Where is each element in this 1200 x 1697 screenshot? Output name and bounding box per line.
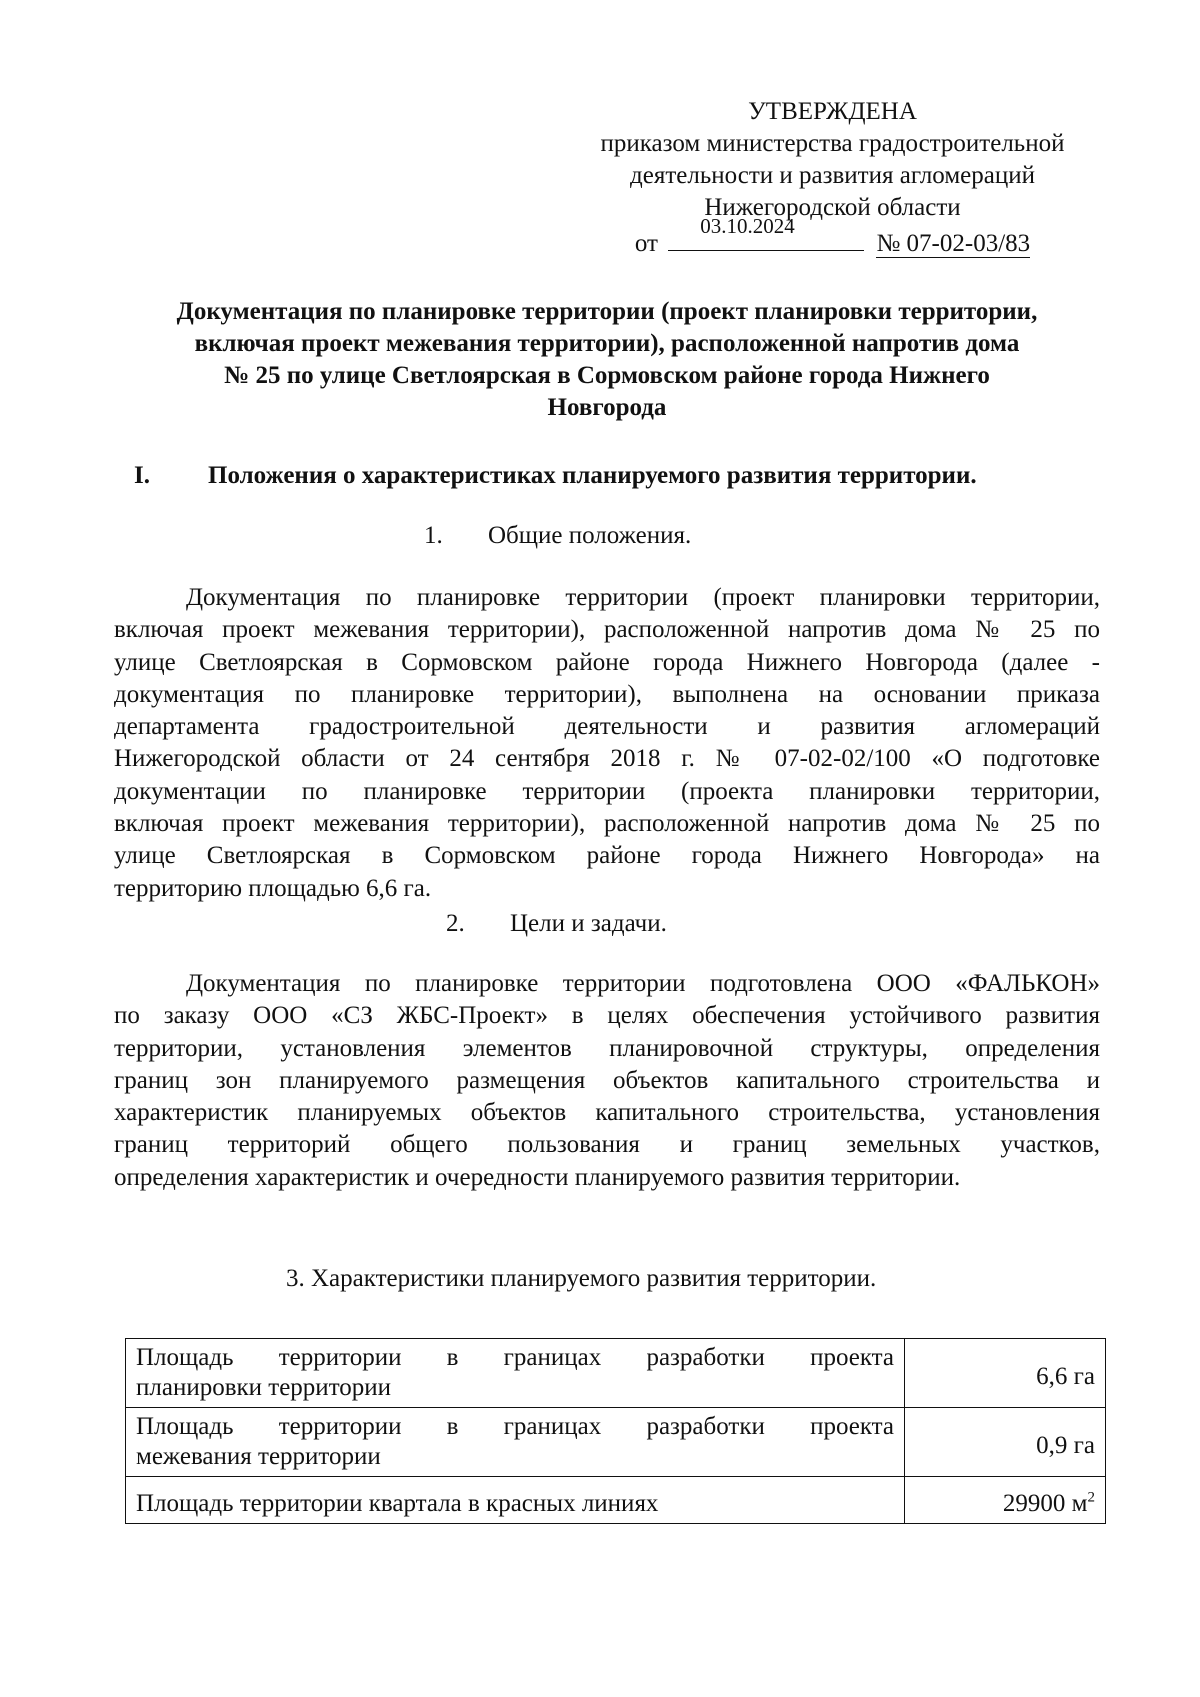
label-line: Площадь территории в границах разработки проекта [136, 1344, 894, 1371]
title-line-4: Новгорода [547, 394, 667, 421]
paragraph-line: улице Светлоярская в Сормовском районе города Нижнего Новгорода (далее - [114, 648, 1100, 676]
value-superscript: 2 [1087, 1489, 1095, 1506]
paragraph-line: департамента градостроительной деятельности и развития агломераций [114, 713, 1100, 741]
paragraph-line: границ территорий общего пользования и границ земельных участков, [114, 1131, 1100, 1159]
label-line: планировки территории [136, 1374, 392, 1401]
subsection-title: Общие положения. [488, 522, 692, 549]
paragraph-line: территории, установления элементов планировочной структуры, определения [114, 1034, 1100, 1062]
approval-title: УТВЕРЖДЕНА [748, 98, 917, 125]
approval-block [555, 96, 1110, 260]
table-row [126, 1339, 1106, 1408]
characteristics-table [125, 1338, 1106, 1524]
table-row [126, 1477, 1106, 1524]
approval-line-2: деятельности и развития агломераций [630, 162, 1035, 189]
paragraph-goals [114, 968, 1100, 1194]
order-date: 03.10.2024 [700, 214, 795, 238]
subsection-number: 2. [446, 910, 465, 937]
paragraph-line: характеристик планируемых объектов капитального строительства, установления [114, 1099, 1100, 1127]
approval-line-1: приказом министерства градостроительной [600, 130, 1065, 157]
order-date-field [668, 214, 864, 251]
paragraph-line: определения характеристик и очередности планируемого развития территории. [114, 1163, 961, 1191]
paragraph-line: территорию площадью 6,6 га. [114, 874, 432, 902]
section-title: Положения о характеристиках планируемого развития территории. [208, 462, 977, 489]
label-line: Площадь территории в границах разработки проекта [136, 1413, 894, 1440]
table-cell-value [905, 1477, 1106, 1524]
subsection-title: 3. Характеристики планируемого развития территории. [286, 1265, 877, 1292]
paragraph-line: Нижегородской области от 24 сентября 2018 г. № 07-02-02/100 «О подготовке [114, 745, 1100, 773]
table-cell-value: 6,6 га [905, 1339, 1106, 1408]
paragraph-line: по заказу ООО «СЗ ЖБС-Проект» в целях обеспечения устойчивого развития [114, 1002, 1100, 1030]
section-number: I. [134, 462, 150, 489]
title-line-2: включая проект межевания территории), расположенной напротив дома [194, 330, 1020, 357]
label-line: Площадь территории квартала в красных линиях [136, 1490, 659, 1517]
paragraph-line: включая проект межевания территории), расположенной напротив дома № 25 по [114, 810, 1100, 838]
paragraph-line: Документация по планировке территории (проект планировки территории, [186, 584, 1100, 611]
subsection-number: 1. [424, 522, 443, 549]
table-cell-value: 0,9 га [905, 1408, 1106, 1477]
title-line-1: Документация по планировке территории (проект планировки территории, [176, 298, 1038, 325]
paragraph-line: документации по планировке территории (проекта планировки территории, [114, 777, 1100, 805]
document-title [112, 296, 1102, 424]
title-line-3: № 25 по улице Светлоярская в Сормовском районе города Нижнего [224, 362, 990, 389]
subsection-title: Цели и задачи. [510, 910, 667, 937]
label-line: межевания территории [136, 1443, 381, 1470]
table-row [126, 1408, 1106, 1477]
table-cell-label [126, 1477, 905, 1524]
order-line [555, 214, 1110, 260]
paragraph-line: границ зон планируемого размещения объектов капитального строительства и [114, 1066, 1100, 1094]
paragraph-line: Документация по планировке территории подготовлена ООО «ФАЛЬКОН» [186, 970, 1100, 997]
paragraph-general [114, 582, 1100, 905]
table-cell-label [126, 1408, 905, 1477]
paragraph-line: документация по планировке территории), выполнена на основании приказа [114, 680, 1100, 708]
from-label: от [634, 230, 658, 257]
approval-line-3: Нижегородской области [704, 194, 961, 221]
paragraph-line: улице Светлоярская в Сормовском районе города Нижнего Новгорода» на [114, 842, 1100, 870]
table-cell-label [126, 1339, 905, 1408]
paragraph-line: включая проект межевания территории), расположенной напротив дома № 25 по [114, 616, 1100, 644]
order-number: № 07-02-03/83 [876, 230, 1031, 257]
value-text: 29900 м [1002, 1490, 1088, 1517]
